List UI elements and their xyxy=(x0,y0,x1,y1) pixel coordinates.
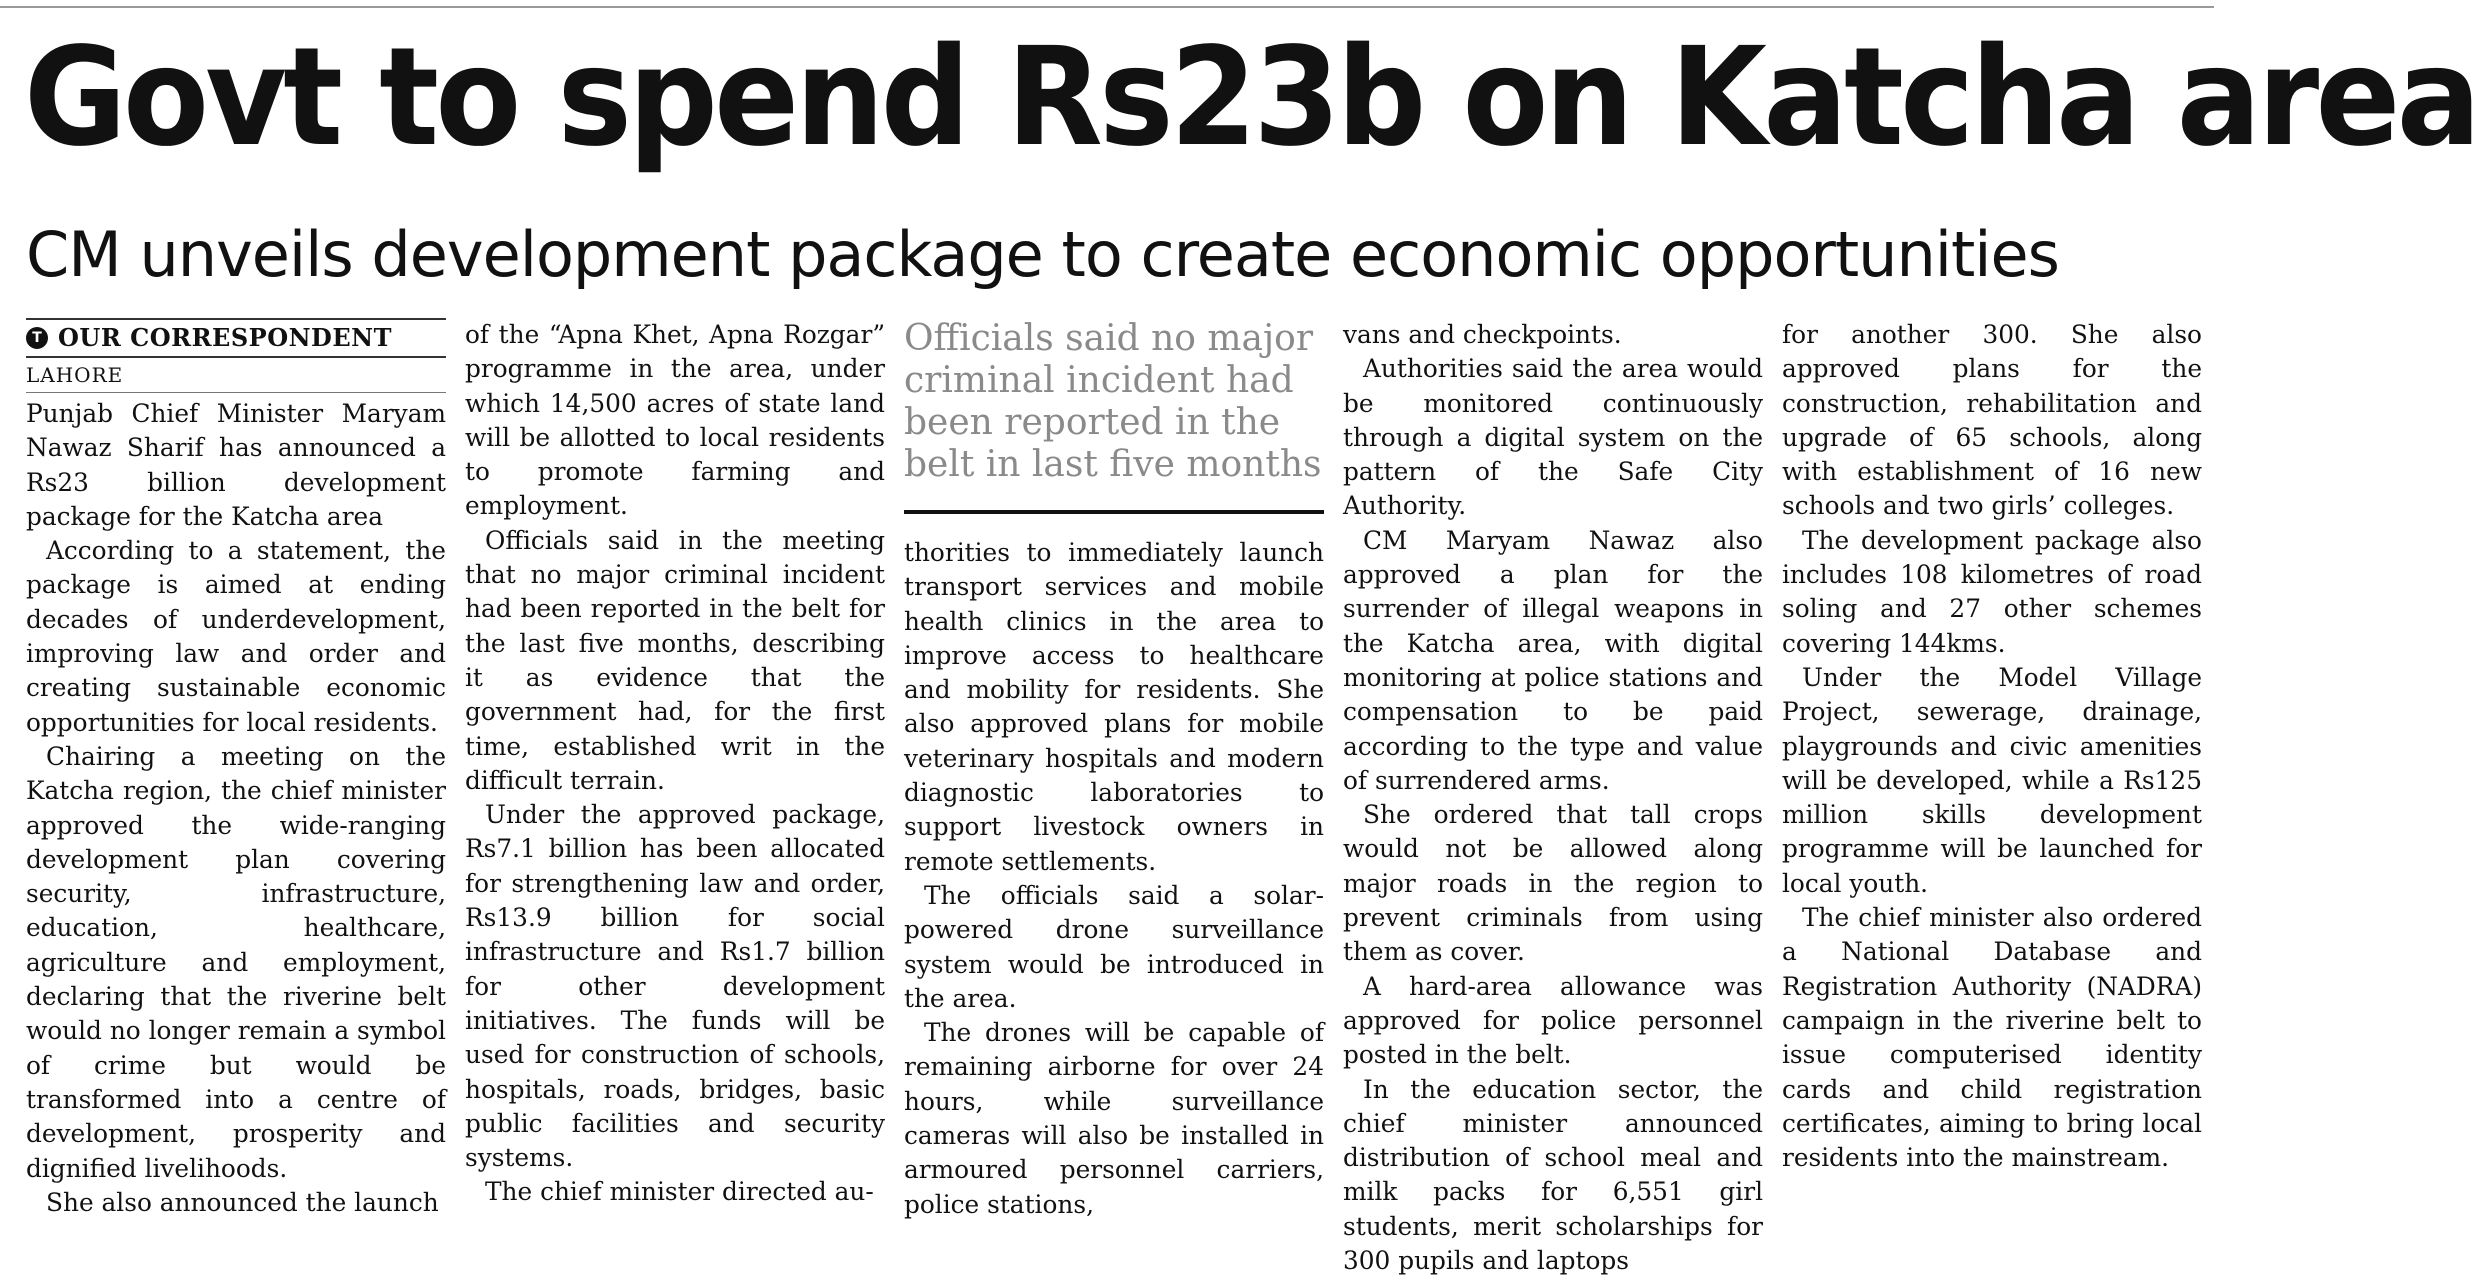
paragraph: The officials said a solar-powered drone surveillance system would be introduced in the area. xyxy=(904,880,1324,1013)
paragraph: for another 300. She also approved plans for the construction, rehabilitation and upgrade of 65 schools, along with establishment of 16 new schools and two girls’ colleges. xyxy=(1782,320,2202,521)
paragraph: Officials said in the meeting that no major criminal incident had been reported in the belt for the last five months, describing it as evidence that the government had, for the first time, established writ in the difficult terrain. xyxy=(465,525,885,795)
column-5 xyxy=(1782,318,2202,1175)
headline: Govt to spend Rs23b on Katcha area xyxy=(24,19,2477,177)
paragraph: In the education sector, the chief minister announced distribution of school meal and milk packs for 6,551 girl students, merit scholarships for 300 pupils and laptops xyxy=(1343,1074,1763,1276)
paragraph: According to a statement, the package is aimed at ending decades of underdevelopment, improving law and order and creating sustainable economic opportunities for local residents. xyxy=(26,536,446,737)
paragraph: The chief minister directed au- xyxy=(485,1177,874,1207)
pull-quote-rule xyxy=(904,510,1324,514)
column-4 xyxy=(1343,318,1763,1278)
paragraph: Punjab Chief Minister Maryam Nawaz Sharif has announced a Rs23 billion development package for the Katcha area xyxy=(26,399,446,531)
dateline: LAHORE xyxy=(26,358,446,393)
top-rule xyxy=(0,6,2214,8)
paragraph: CM Maryam Nawaz also approved a plan for the surrender of illegal weapons in the Katcha area, with digital monitoring at police stations and compensation to be paid according to the type and value of surrendered arms. xyxy=(1343,525,1763,795)
column-2 xyxy=(465,318,885,1210)
paragraph: thorities to immediately launch transport services and mobile health clinics in the area to improve access to healthcare and mobility for residents. She also approved plans for mobile veterinary hospitals and modern diagnostic laboratories to support livestock owners in remote settlements. xyxy=(904,538,1324,876)
paragraph: The drones will be capable of remaining airborne for over 24 hours, while surveillance cameras will also be installed in armoured personnel carriers, police stations, xyxy=(904,1018,1324,1219)
pull-quote: Officials said no major criminal incident had been reported in the belt in last five months xyxy=(904,318,1322,485)
paragraph: Authorities said the area would be monitored continuously through a digital system on the pattern of the Safe City Authority. xyxy=(1343,354,1763,521)
paragraph: Under the Model Village Project, sewerage, drainage, playgrounds and civic amenities will be developed, while a Rs125 million skills development programme will be launched for local youth. xyxy=(1782,662,2202,898)
subheadline: CM unveils development package to create economic opportunities xyxy=(26,218,2059,291)
paragraph: of the “Apna Khet, Apna Rozgar” programme in the area, under which 14,500 acres of state land will be allotted to local residents to promote farming and employment. xyxy=(465,320,885,521)
paragraph: A hard-area allowance was approved for police personnel posted in the belt. xyxy=(1343,971,1763,1070)
column-3 xyxy=(904,318,1324,1222)
paragraph: Chairing a meeting on the Katcha region, the chief minister approved the wide-ranging development plan covering security, infrastructure, education, healthcare, agriculture and employment, declaring that the riverine belt would no longer remain a symbol of crime but would be transformed into a centre of development, prosperity and dignified livelihoods. xyxy=(26,741,446,1183)
paragraph: The development package also includes 108 kilometres of road soling and 27 other schemes covering 144kms. xyxy=(1782,525,2202,658)
column-1 xyxy=(26,318,446,1220)
paragraph: She ordered that tall crops would not be allowed along major roads in the region to prevent criminals from using them as cover. xyxy=(1343,800,1763,967)
paragraph: She also announced the launch xyxy=(46,1187,439,1217)
byline xyxy=(26,318,446,393)
paragraph: Under the approved package, Rs7.1 billion has been allocated for strengthening law and order, Rs13.9 billion for social infrastructure and Rs1.7 billion for other development initiatives. The funds will be used for construction of schools, hospitals, roads, bridges, basic public facilities and security systems. xyxy=(465,800,885,1173)
paragraph: vans and checkpoints. xyxy=(1343,320,1622,349)
paragraph: The chief minister also ordered a National Database and Registration Authority (NADRA) campaign in the riverine belt to issue computerised identity cards and child registration certificates, aiming to bring local residents into the mainstream. xyxy=(1782,903,2202,1173)
byline-name: OUR CORRESPONDENT xyxy=(58,322,392,352)
newspaper-logo-icon: T xyxy=(26,327,48,349)
